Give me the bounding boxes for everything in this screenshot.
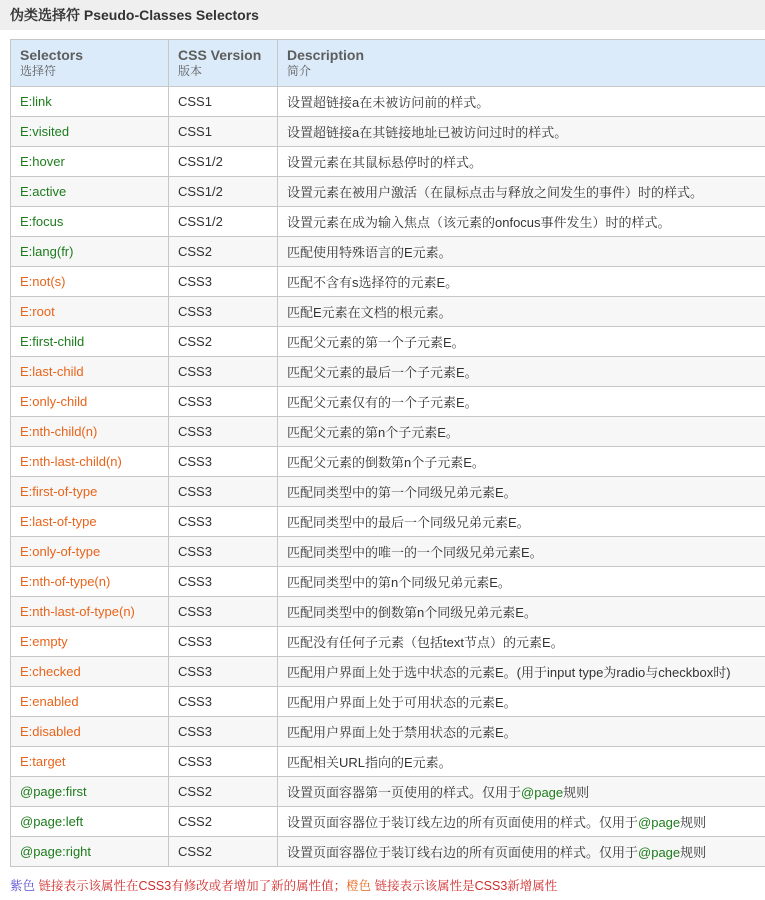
- section-title: 伪类选择符 Pseudo-Classes Selectors: [0, 0, 765, 30]
- table-row: [11, 657, 765, 687]
- selector-link[interactable]: @page:left: [20, 814, 84, 829]
- table-header-row: [11, 40, 765, 87]
- table-row: [11, 687, 765, 717]
- description-cell: [278, 597, 765, 627]
- description-tail: 规则: [680, 845, 707, 860]
- version-cell: CSS3: [169, 297, 278, 327]
- selector-link[interactable]: E:link: [20, 94, 52, 109]
- table-row: [11, 357, 765, 387]
- selector-cell: [11, 627, 169, 657]
- table-row: [11, 297, 765, 327]
- column-header-version: [169, 40, 278, 87]
- legend-orange-label: 橙色: [346, 879, 372, 893]
- selector-cell: [11, 267, 169, 297]
- description-cell: [278, 297, 765, 327]
- description-cell: [278, 327, 765, 357]
- selector-link[interactable]: E:empty: [20, 634, 68, 649]
- selector-cell: [11, 807, 169, 837]
- selector-cell: [11, 297, 169, 327]
- selector-cell: [11, 447, 169, 477]
- table-row: [11, 417, 765, 447]
- selector-cell: [11, 237, 169, 267]
- selector-cell: [11, 357, 169, 387]
- version-cell: CSS3: [169, 447, 278, 477]
- description-cell: [278, 357, 765, 387]
- selector-cell: [11, 657, 169, 687]
- version-cell: CSS3: [169, 597, 278, 627]
- table-row: [11, 327, 765, 357]
- description-cell: [278, 507, 765, 537]
- selector-cell: [11, 597, 169, 627]
- description-cell: [278, 687, 765, 717]
- description-cell: [278, 267, 765, 297]
- description-text: 匹配没有任何子元素（包括text节点）的元素E。: [287, 635, 564, 650]
- description-cell: [278, 747, 765, 777]
- selector-link[interactable]: E:lang(fr): [20, 244, 74, 259]
- selector-cell: [11, 117, 169, 147]
- selector-link[interactable]: E:not(s): [20, 274, 66, 289]
- description-cell: [278, 837, 765, 867]
- selector-cell: [11, 327, 169, 357]
- description-text: 设置超链接a在未被访问前的样式。: [287, 95, 490, 110]
- color-legend: [10, 876, 557, 894]
- version-cell: CSS3: [169, 627, 278, 657]
- selector-link[interactable]: E:nth-child(n): [20, 424, 98, 439]
- description-text: 匹配E元素在文档的根元素。: [287, 305, 452, 320]
- selector-cell: [11, 837, 169, 867]
- column-header-sublabel: 版本: [178, 64, 203, 78]
- version-cell: CSS3: [169, 717, 278, 747]
- selector-cell: [11, 177, 169, 207]
- description-text: 设置元素在成为输入焦点（该元素的onfocus事件发生）时的样式。: [287, 215, 671, 230]
- table-row: [11, 477, 765, 507]
- selector-link[interactable]: E:target: [20, 754, 66, 769]
- selector-link[interactable]: E:first-of-type: [20, 484, 98, 499]
- table-row: [11, 147, 765, 177]
- description-text: 设置页面容器第一页使用的样式。仅用于: [287, 785, 522, 800]
- selector-cell: [11, 477, 169, 507]
- version-cell: CSS3: [169, 267, 278, 297]
- selector-link[interactable]: @page:right: [20, 844, 92, 859]
- column-header-sublabel: 简介: [287, 64, 312, 78]
- description-tail: 规则: [563, 785, 590, 800]
- description-text: 匹配同类型中的最后一个同级兄弟元素E。: [287, 515, 530, 530]
- version-cell: CSS3: [169, 567, 278, 597]
- version-cell: CSS2: [169, 327, 278, 357]
- selector-cell: [11, 87, 169, 117]
- selector-link[interactable]: E:root: [20, 304, 55, 319]
- selector-cell: [11, 747, 169, 777]
- version-cell: CSS3: [169, 747, 278, 777]
- description-cell: [278, 567, 765, 597]
- description-text: 匹配同类型中的第一个同级兄弟元素E。: [287, 485, 517, 500]
- selector-link[interactable]: @page:first: [20, 784, 87, 799]
- version-cell: CSS3: [169, 477, 278, 507]
- table-row: [11, 387, 765, 417]
- description-cell: [278, 627, 765, 657]
- description-text: 匹配使用特殊语言的E元素。: [287, 245, 452, 260]
- description-text: 设置元素在其鼠标悬停时的样式。: [287, 155, 483, 170]
- table-row: [11, 537, 765, 567]
- description-cell: [278, 447, 765, 477]
- table-row: [11, 207, 765, 237]
- table-row: [11, 87, 765, 117]
- selector-cell: [11, 507, 169, 537]
- selector-link[interactable]: E:last-child: [20, 364, 84, 379]
- description-text: 设置元素在被用户激活（在鼠标点击与释放之间发生的事件）时的样式。: [287, 185, 704, 200]
- description-cell: [278, 417, 765, 447]
- description-cell: [278, 387, 765, 417]
- selector-link[interactable]: E:nth-last-of-type(n): [20, 604, 135, 619]
- selector-link[interactable]: E:enabled: [20, 694, 79, 709]
- version-cell: CSS3: [169, 507, 278, 537]
- table-row: [11, 507, 765, 537]
- description-page-link[interactable]: @page: [638, 845, 681, 860]
- column-header-sublabel: 选择符: [20, 64, 57, 78]
- description-text: 匹配用户界面上处于可用状态的元素E。: [287, 695, 517, 710]
- version-cell: CSS3: [169, 537, 278, 567]
- table-row: [11, 117, 765, 147]
- description-text: 匹配不含有s选择符的元素E。: [287, 275, 459, 290]
- selector-link[interactable]: E:only-child: [20, 394, 88, 409]
- version-cell: CSS3: [169, 417, 278, 447]
- column-header-label: Selectors: [20, 47, 84, 63]
- table-row: [11, 567, 765, 597]
- selector-cell: [11, 777, 169, 807]
- selector-link[interactable]: E:active: [20, 184, 67, 199]
- description-text: 设置超链接a在其链接地址已被访问过时的样式。: [287, 125, 568, 140]
- version-cell: CSS1/2: [169, 177, 278, 207]
- selector-link[interactable]: E:focus: [20, 214, 64, 229]
- version-cell: CSS1: [169, 117, 278, 147]
- description-cell: [278, 237, 765, 267]
- version-cell: CSS2: [169, 777, 278, 807]
- description-text: 匹配父元素仅有的一个子元素E。: [287, 395, 478, 410]
- description-text: 匹配用户界面上处于禁用状态的元素E。: [287, 725, 517, 740]
- table-row: [11, 237, 765, 267]
- version-cell: CSS1/2: [169, 207, 278, 237]
- column-header-label: Description: [287, 47, 365, 63]
- selectors-table: [10, 39, 765, 867]
- description-text: 匹配父元素的倒数第n个子元素E。: [287, 455, 485, 470]
- selector-link[interactable]: E:only-of-type: [20, 544, 101, 559]
- column-header-label: CSS Version: [178, 47, 262, 63]
- selector-cell: [11, 207, 169, 237]
- description-text: 匹配用户界面上处于选中状态的元素E。(用于input type为radio与checkbox时): [287, 665, 731, 680]
- description-text: 匹配父元素的第n个子元素E。: [287, 425, 459, 440]
- selector-cell: [11, 687, 169, 717]
- description-text: 匹配同类型中的第n个同级兄弟元素E。: [287, 575, 511, 590]
- table-row: [11, 597, 765, 627]
- selector-cell: [11, 387, 169, 417]
- table-row: [11, 717, 765, 747]
- selector-link[interactable]: E:visited: [20, 124, 70, 139]
- selector-cell: [11, 147, 169, 177]
- selector-cell: [11, 567, 169, 597]
- description-cell: [278, 657, 765, 687]
- description-page-link[interactable]: @page: [521, 785, 564, 800]
- selector-link[interactable]: E:checked: [20, 664, 81, 679]
- selector-link[interactable]: E:nth-last-child(n): [20, 454, 122, 469]
- description-text: 匹配相关URL指向的E元素。: [287, 755, 452, 770]
- version-cell: CSS3: [169, 357, 278, 387]
- selector-cell: [11, 417, 169, 447]
- version-cell: CSS3: [169, 657, 278, 687]
- selector-link[interactable]: E:last-of-type: [20, 514, 97, 529]
- version-cell: CSS2: [169, 807, 278, 837]
- table-row: [11, 627, 765, 657]
- table-row: [11, 837, 765, 867]
- selector-link[interactable]: E:disabled: [20, 724, 81, 739]
- description-text: 匹配父元素的最后一个子元素E。: [287, 365, 478, 380]
- table-row: [11, 267, 765, 297]
- version-cell: CSS3: [169, 387, 278, 417]
- description-cell: [278, 147, 765, 177]
- table-row: [11, 807, 765, 837]
- selector-link[interactable]: E:nth-of-type(n): [20, 574, 111, 589]
- description-cell: [278, 117, 765, 147]
- description-tail: 规则: [680, 815, 707, 830]
- table-row: [11, 177, 765, 207]
- table-row: [11, 447, 765, 477]
- selector-link[interactable]: E:hover: [20, 154, 65, 169]
- description-cell: [278, 777, 765, 807]
- selector-link[interactable]: E:first-child: [20, 334, 85, 349]
- selector-cell: [11, 537, 169, 567]
- description-cell: [278, 477, 765, 507]
- legend-purple-label: 紫色: [10, 879, 36, 893]
- version-cell: CSS2: [169, 237, 278, 267]
- description-cell: [278, 807, 765, 837]
- legend-purple-text: 链接表示该属性在CSS3有修改或者增加了新的属性值；: [35, 879, 347, 893]
- column-header-selectors: [11, 40, 169, 87]
- description-cell: [278, 207, 765, 237]
- description-text: 设置页面容器位于装订线右边的所有页面使用的样式。仅用于: [287, 845, 639, 860]
- description-text: 匹配同类型中的唯一的一个同级兄弟元素E。: [287, 545, 543, 560]
- version-cell: CSS1: [169, 87, 278, 117]
- table-row: [11, 777, 765, 807]
- selector-cell: [11, 717, 169, 747]
- description-cell: [278, 717, 765, 747]
- description-cell: [278, 537, 765, 567]
- description-cell: [278, 177, 765, 207]
- column-header-description: [278, 40, 765, 87]
- description-page-link[interactable]: @page: [638, 815, 681, 830]
- version-cell: CSS3: [169, 687, 278, 717]
- version-cell: CSS2: [169, 837, 278, 867]
- legend-orange-text: 链接表示该属性是CSS3新增属性: [371, 879, 558, 893]
- description-text: 匹配同类型中的倒数第n个同级兄弟元素E。: [287, 605, 537, 620]
- table-row: [11, 747, 765, 777]
- description-cell: [278, 87, 765, 117]
- description-text: 匹配父元素的第一个子元素E。: [287, 335, 465, 350]
- description-text: 设置页面容器位于装订线左边的所有页面使用的样式。仅用于: [287, 815, 639, 830]
- version-cell: CSS1/2: [169, 147, 278, 177]
